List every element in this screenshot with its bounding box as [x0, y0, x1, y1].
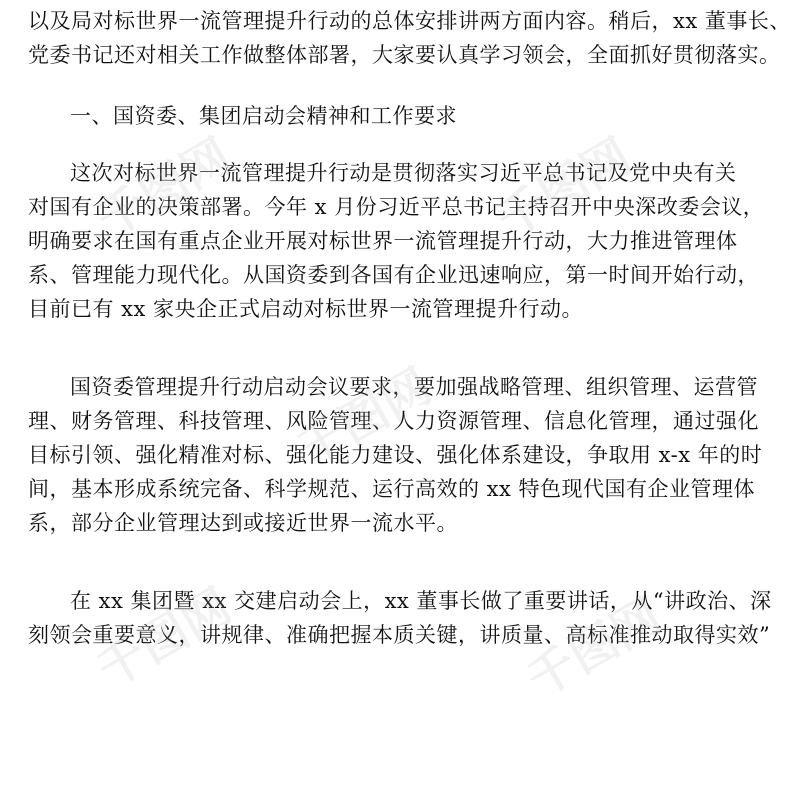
- section-heading: 一、国资委、集团启动会精神和工作要求: [70, 104, 457, 128]
- watermark: 千图网: [517, 588, 671, 709]
- paragraph-intro: [28, 4, 791, 72]
- text-line: 理、财务管理、科技管理、风险管理、人力资源管理、信息化管理，通过强化: [28, 409, 759, 433]
- text-line: 间，基本形成系统完备、科学规范、运行高效的 xx 特色现代国有企业管理体: [28, 477, 756, 501]
- text-line: 在 xx 集团暨 xx 交建启动会上，xx 董事长做了重要讲话，从“讲政治、深: [70, 589, 772, 613]
- watermark: 千图网: [87, 128, 241, 249]
- text-line: 明确要求在国有重点企业开展对标世界一流管理提升行动，大力推进管理体: [28, 229, 738, 253]
- watermark: 千图网: [487, 128, 641, 249]
- text-line: 系，部分企业管理达到或接近世界一流水平。: [28, 511, 458, 535]
- text-line: 目前已有 xx 家央企正式启动对标世界一流管理提升行动。: [28, 297, 584, 321]
- text-line: 以及局对标世界一流管理提升行动的总体安排讲两方面内容。稍后，xx 董事长、: [28, 9, 791, 33]
- paragraph-background: [28, 156, 772, 326]
- paragraph-group-meeting: [28, 584, 772, 652]
- text-line: 党委书记还对相关工作做整体部署，大家要认真学习领会，全面抓好贯彻落实。: [28, 43, 781, 67]
- text-line: 目标引领、强化精准对标、强化能力建设、强化体系建设，争取用 x-x 年的时: [28, 443, 763, 467]
- watermark: 千图网: [287, 358, 441, 479]
- text-line: 这次对标世界一流管理提升行动是贯彻落实习近平总书记及党中央有关: [70, 161, 737, 185]
- watermark: 千图网: [87, 578, 241, 699]
- text-line: 国资委管理提升行动启动会议要求，要加强战略管理、组织管理、运营管: [70, 375, 758, 399]
- text-line: 刻领会重要意义，讲规律、准确把握本质关键，讲质量、高标准推动取得实效”: [28, 623, 771, 647]
- paragraph-requirements: [28, 370, 772, 540]
- text-line: 系、管理能力现代化。从国资委到各国有企业迅速响应，第一时间开始行动，: [28, 263, 759, 287]
- text-line: 对国有企业的决策部署。今年 x 月份习近平总书记主持召开中央深改委会议，: [28, 195, 765, 219]
